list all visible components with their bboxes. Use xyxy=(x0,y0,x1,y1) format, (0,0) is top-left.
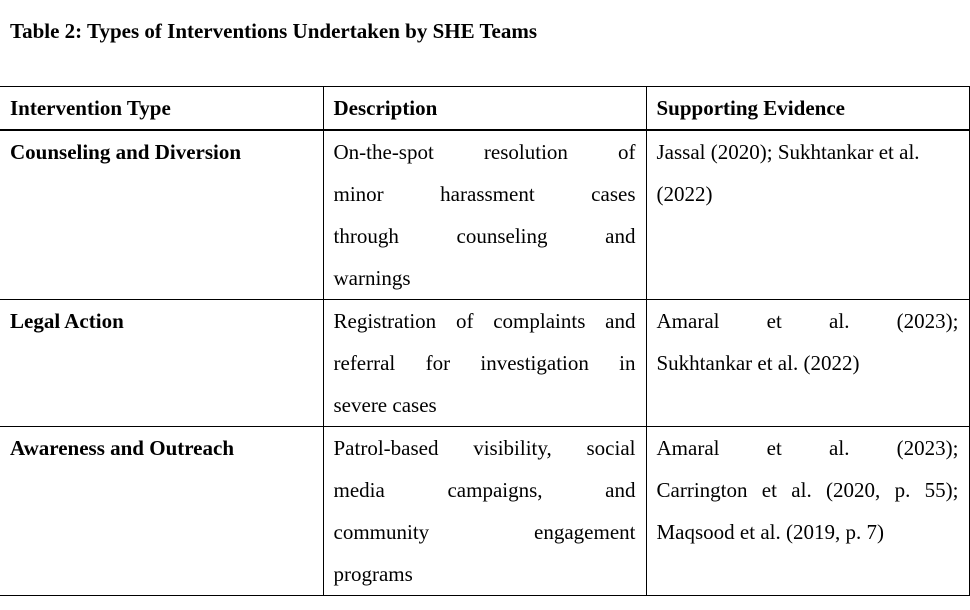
evidence-line: Amaral et al. (2023); xyxy=(656,436,959,460)
evidence-line: Jassal (2020); Sukhtankar et al. xyxy=(656,140,920,164)
evidence-cell xyxy=(646,130,969,300)
evidence-line: Maqsood et al. (2019, p. 7) xyxy=(656,520,884,544)
header-supporting-evidence: Supporting Evidence xyxy=(646,87,969,131)
description-line: On-the-spot resolution of xyxy=(333,140,636,164)
intervention-type-cell: Awareness and Outreach xyxy=(0,427,323,596)
description-line: through counseling and xyxy=(333,224,636,248)
description-line: referral for investigation in xyxy=(333,351,636,375)
evidence-line: (2022) xyxy=(656,182,713,206)
table-row xyxy=(0,130,969,300)
evidence-cell xyxy=(646,300,969,427)
evidence-line: Amaral et al. (2023); xyxy=(656,309,959,333)
evidence-cell xyxy=(646,427,969,596)
description-line: Registration of complaints and xyxy=(333,309,636,333)
table-row xyxy=(0,427,969,596)
description-line: Patrol-based visibility, social xyxy=(333,436,636,460)
header-description: Description xyxy=(323,87,646,131)
evidence-line: Sukhtankar et al. (2022) xyxy=(656,351,860,375)
description-line: community engagement xyxy=(333,520,636,544)
description-line: minor harassment cases xyxy=(333,182,636,206)
table-header-row xyxy=(0,87,969,131)
description-line: warnings xyxy=(333,266,411,290)
description-cell xyxy=(323,300,646,427)
intervention-type-cell: Counseling and Diversion xyxy=(0,130,323,300)
interventions-table xyxy=(0,86,970,596)
description-line: severe cases xyxy=(333,393,437,417)
table-row xyxy=(0,300,969,427)
description-cell xyxy=(323,427,646,596)
header-intervention-type: Intervention Type xyxy=(0,87,323,131)
table-caption: Table 2: Types of Interventions Undertaken by SHE Teams xyxy=(10,19,538,43)
description-line: media campaigns, and xyxy=(333,478,636,502)
intervention-type-cell: Legal Action xyxy=(0,300,323,427)
evidence-line: Carrington et al. (2020, p. 55); xyxy=(656,478,959,502)
description-line: programs xyxy=(333,562,413,586)
description-cell xyxy=(323,130,646,300)
